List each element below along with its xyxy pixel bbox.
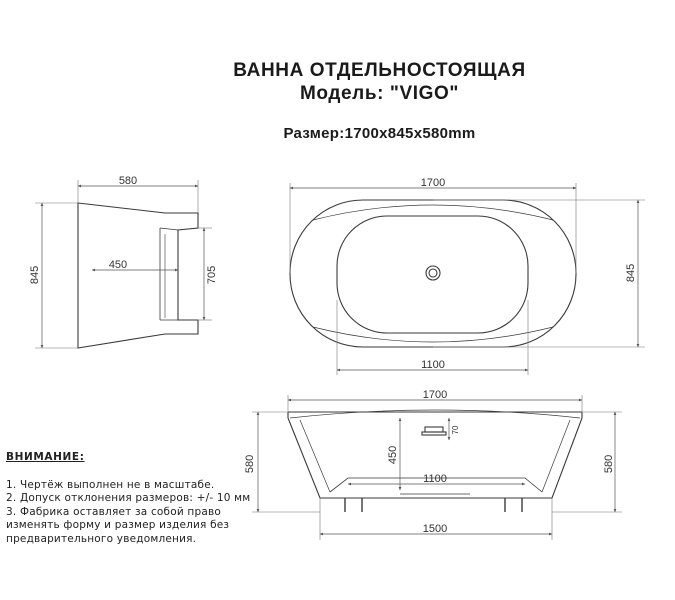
dim-top-width: 845 xyxy=(625,263,637,283)
dim-top-length: 1700 xyxy=(420,177,446,189)
note-line: изменять форму и размер изделия без xyxy=(6,519,230,531)
model-name: Модель: "VIGO" xyxy=(299,83,460,104)
dim-side-inner-height: 705 xyxy=(206,265,218,285)
dim-front-depth: 450 xyxy=(387,445,399,465)
note-line: 3. Фабрика оставляет за собой право xyxy=(6,505,221,518)
dim-side-height-total: 845 xyxy=(29,265,41,285)
dim-top-inner-length: 1100 xyxy=(421,359,445,371)
dim-front-base-length: 1500 xyxy=(422,523,448,535)
note-line: предварительного уведомления. xyxy=(6,532,197,545)
dim-front-height-left: 580 xyxy=(244,454,256,474)
notes-block xyxy=(6,451,250,546)
front-view xyxy=(252,395,622,540)
note-line: 2. Допуск отклонения размеров: +/- 10 мм xyxy=(6,492,251,504)
dim-front-inner-bottom: 1100 xyxy=(423,473,447,485)
dim-front-length: 1700 xyxy=(422,389,448,401)
dim-front-height-right: 580 xyxy=(603,454,615,474)
drawing-title: ВАННА ОТДЕЛЬНОСТОЯЩАЯ xyxy=(233,60,526,81)
notes-heading: ВНИМАНИЕ: xyxy=(6,451,85,463)
top-view xyxy=(290,183,645,375)
dim-front-drain: 70 xyxy=(451,425,460,435)
note-line: 1. Чертёж выполнен не в масштабе. xyxy=(6,478,215,491)
dim-side-width-top: 580 xyxy=(118,175,138,187)
dim-side-inner-width: 450 xyxy=(108,259,128,271)
size-label: Размер:1700х845х580mm xyxy=(283,125,476,142)
